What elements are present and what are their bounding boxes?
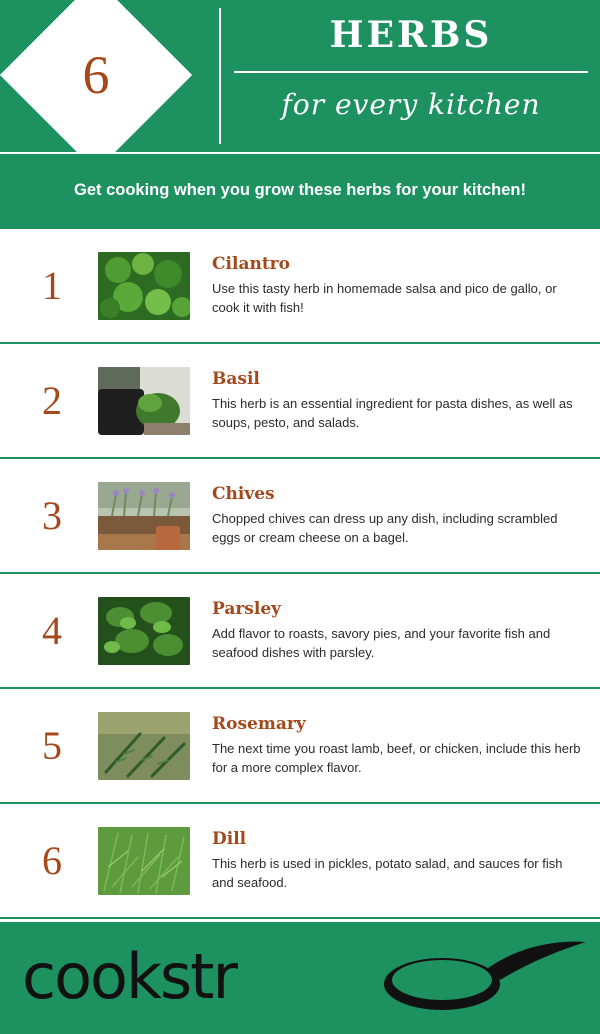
rosemary-image [98, 712, 190, 780]
list-item [0, 229, 600, 344]
list-item-body [190, 254, 594, 318]
parsley-photo [98, 597, 190, 665]
list-item-description: This herb is an essential ingredient for pasta dishes, as well as soups, pesto, and salads. [212, 395, 573, 430]
list-item-title: Dill [212, 828, 247, 849]
list-item-number: 2 [42, 377, 62, 423]
list-item-description: Add flavor to roasts, savory pies, and your favorite fish and seafood dishes with parsley. [212, 625, 551, 660]
chives-image [98, 482, 190, 550]
badge-diamond [0, 0, 216, 152]
chives-photo [98, 482, 190, 550]
badge-number: 6 [82, 45, 110, 105]
list-item-body [190, 599, 594, 663]
list-item-title: Basil [212, 368, 260, 389]
cookstr-logo: cookstr [22, 940, 236, 1013]
dill-photo [98, 827, 190, 895]
header-titles [222, 0, 600, 152]
basil-image [98, 367, 190, 435]
list-item-description: Use this tasty herb in homemade salsa and pico de gallo, or cook it with fish! [212, 280, 557, 315]
list-item-body [190, 369, 594, 433]
header-horizontal-divider [234, 71, 588, 73]
list-item-description: The next time you roast lamb, beef, or chicken, include this herb for a more complex flavor. [212, 740, 581, 775]
rosemary-photo [98, 712, 190, 780]
subheader-text: Get cooking when you grow these herbs for your kitchen! [74, 180, 526, 199]
list-item-number: 1 [42, 262, 62, 308]
footer [0, 919, 600, 1034]
list-item-title: Parsley [212, 598, 282, 619]
list-item [0, 804, 600, 919]
list-item-number: 3 [42, 492, 62, 538]
list-item-title: Chives [212, 483, 275, 504]
page-title: HERBS [329, 14, 493, 56]
list-item-body [190, 484, 594, 548]
list-item-body [190, 829, 594, 893]
parsley-image [98, 597, 190, 665]
list-item [0, 574, 600, 689]
list-item-title: Cilantro [212, 253, 290, 274]
list-item [0, 459, 600, 574]
list-item-body [190, 714, 594, 778]
page-subtitle: for every kitchen [281, 88, 541, 121]
subheader [0, 152, 600, 226]
basil-photo [98, 367, 190, 435]
list-item-number: 4 [42, 607, 62, 653]
header-vertical-divider [219, 8, 221, 144]
frying-pan-icon [380, 940, 590, 1020]
cilantro-photo [98, 252, 190, 320]
list-item [0, 344, 600, 459]
list-item-number: 5 [42, 722, 62, 768]
herb-list [0, 226, 600, 919]
list-item-description: Chopped chives can dress up any dish, including scrambled eggs or cream cheese on a bagel. [212, 510, 558, 545]
header [0, 0, 600, 152]
list-item-description: This herb is used in pickles, potato salad, and sauces for fish and seafood. [212, 855, 563, 890]
dill-image [98, 827, 190, 895]
list-item-number: 6 [42, 837, 62, 883]
cilantro-image [98, 252, 190, 320]
list-item [0, 689, 600, 804]
list-item-title: Rosemary [212, 713, 306, 734]
